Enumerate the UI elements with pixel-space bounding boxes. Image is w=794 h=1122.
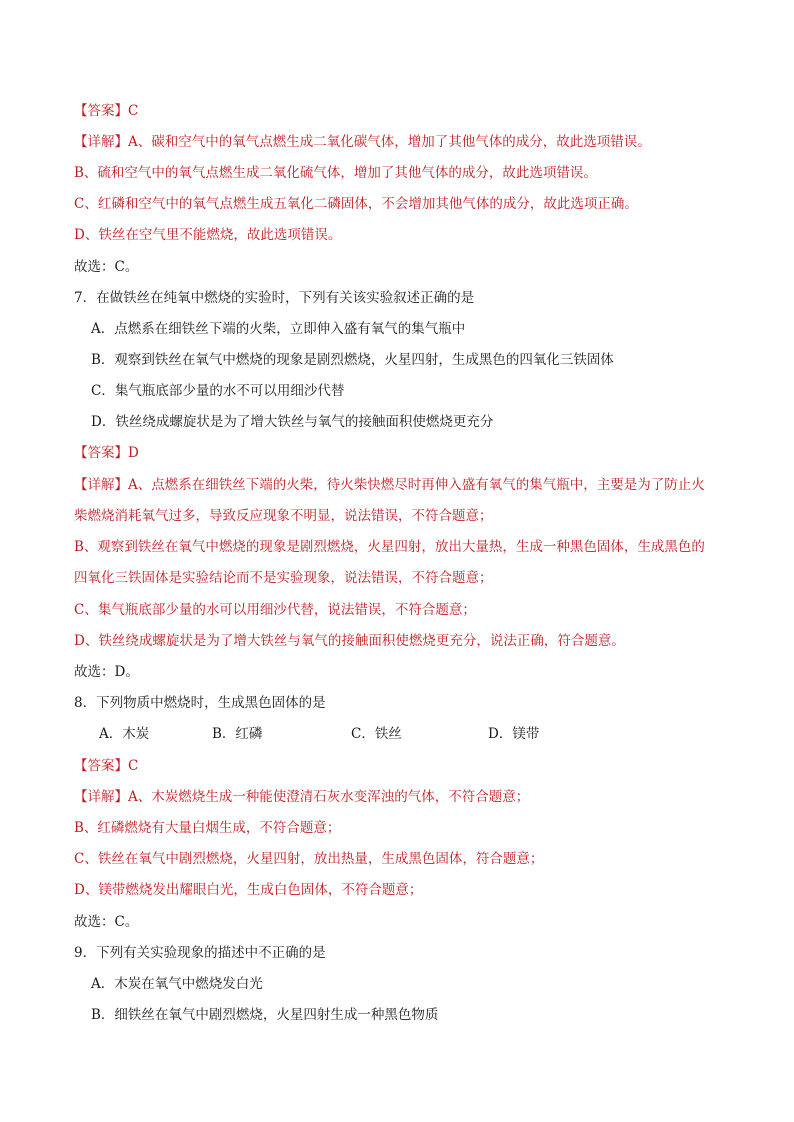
q8-detail-c: C、铁丝在氧气中剧烈燃烧，火星四射，放出热量，生成黑色固体，符合题意；: [74, 851, 544, 867]
q9-option-b: B．细铁丝在氧气中剧烈燃烧，火星四射生成一种黑色物质: [91, 1007, 439, 1023]
q8-answer: 【答案】C: [74, 758, 139, 774]
q6-detail-d: D、铁丝在空气里不能燃烧，故此选项错误。: [74, 227, 342, 243]
q7-option-b: B．观察到铁丝在氧气中燃烧的现象是剧烈燃烧，火星四射，生成黑色的四氧化三铁固体: [91, 352, 614, 368]
q7-detail-d: D、铁丝绕成螺旋状是为了增大铁丝与氧气的接触面积使燃烧更充分，说法正确，符合题意。: [74, 633, 625, 649]
q7-detail-a-2: 柴燃烧消耗氧气过多，导致反应现象不明显，说法错误，不符合题意；: [74, 508, 493, 524]
q8-detail-d: D、镁带燃烧发出耀眼白光，生成白色固体，不符合题意；: [74, 882, 423, 898]
q6-detail-b: B、硫和空气中的氧气点燃生成二氧化硫气体，增加了其他气体的成分，故此选项错误。: [74, 165, 597, 181]
q7-choice: 故选：D。: [74, 664, 139, 680]
q8-option-a: A．木炭: [99, 726, 150, 742]
q6-detail-c: C、红磷和空气中的氧气点燃生成五氧化二磷固体，不会增加其他气体的成分，故此选项正确。: [74, 196, 638, 212]
q7-detail-b-2: 四氧化三铁固体是实验结论而不是实验现象，说法错误，不符合题意；: [74, 570, 493, 586]
q7-option-a: A．点燃系在细铁丝下端的火柴，立即伸入盛有氧气的集气瓶中: [91, 321, 466, 337]
q8-detail-a: 【详解】A、木炭燃烧生成一种能使澄清石灰水变浑浊的气体，不符合题意；: [74, 789, 530, 805]
q7-stem: 7．在做铁丝在纯氧中燃烧的实验时，下列有关该实验叙述正确的是: [74, 290, 475, 306]
q6-choice: 故选：C。: [74, 259, 139, 275]
q7-option-d: D．铁丝绕成螺旋状是为了增大铁丝与氧气的接触面积使燃烧更充分: [91, 414, 494, 430]
q6-detail-a: 【详解】A、碳和空气中的氧气点燃生成二氧化碳气体，增加了其他气体的成分，故此选项错误。: [74, 134, 651, 150]
q7-option-c: C．集气瓶底部少量的水不可以用细沙代替: [91, 383, 345, 399]
q9-option-a: A．木炭在氧气中燃烧发白光: [91, 976, 263, 992]
q9-stem: 9．下列有关实验现象的描述中不正确的是: [74, 945, 326, 961]
q7-detail-a-1: 【详解】A、点燃系在细铁丝下端的火柴，待火柴快燃尽时再伸入盛有氧气的集气瓶中，主要是为了防止火: [74, 477, 705, 493]
q8-detail-b: B、红磷燃烧有大量白烟生成，不符合题意；: [74, 820, 341, 836]
q7-detail-c: C、集气瓶底部少量的水可以用细沙代替，说法错误，不符合题意；: [74, 602, 476, 618]
q8-option-d: D．镁带: [488, 726, 540, 742]
q8-stem: 8．下列物质中燃烧时，生成黑色固体的是: [74, 695, 326, 711]
q8-option-b: B．红磷: [212, 726, 263, 742]
q8-option-c: C．铁丝: [351, 726, 402, 742]
q7-answer: 【答案】D: [74, 445, 139, 461]
q6-answer: 【答案】C: [74, 103, 139, 119]
q7-detail-b-1: B、观察到铁丝在氧气中燃烧的现象是剧烈燃烧，火星四射，放出大量热，生成一种黑色固体，生成黑色的: [74, 539, 705, 555]
q8-choice: 故选：C。: [74, 914, 139, 930]
